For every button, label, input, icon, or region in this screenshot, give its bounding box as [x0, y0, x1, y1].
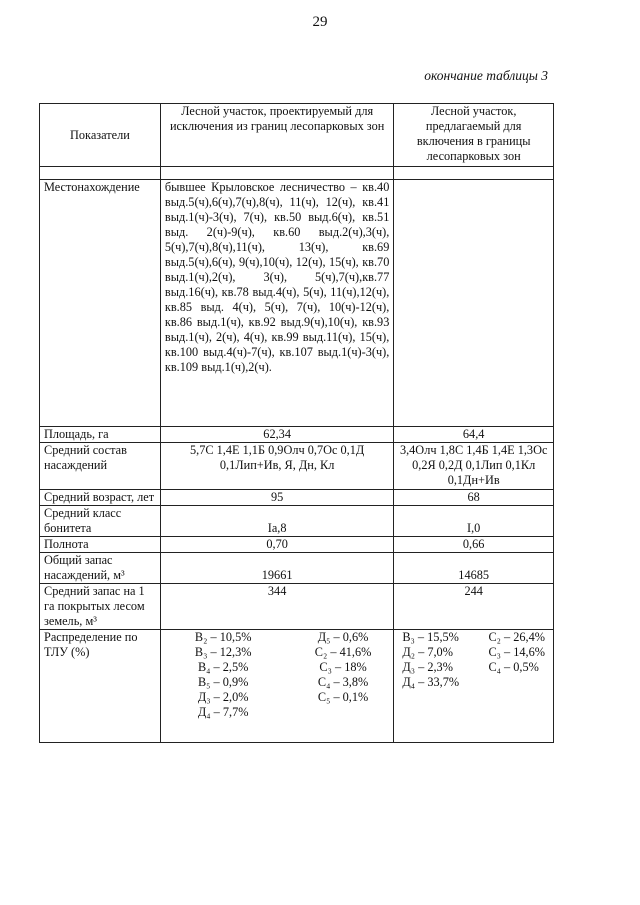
- list-item: С₂ – 26,4%: [488, 630, 545, 644]
- row-label: Местонахождение: [40, 180, 161, 427]
- age-excluded: 95: [160, 490, 393, 506]
- list-item: В₄ – 2,5%: [197, 660, 249, 674]
- tlu-included-col-b: [488, 630, 545, 690]
- list-item: С₂ – 41,6%: [314, 645, 372, 659]
- density-included: 0,66: [394, 537, 554, 553]
- list-item: В₅ – 0,9%: [197, 675, 249, 689]
- list-item: В₃ – 12,3%: [194, 645, 252, 659]
- list-item: Д₅ – 0,6%: [317, 630, 369, 644]
- tlu-included: [394, 630, 554, 743]
- list-item: Д₃ – 2,0%: [197, 690, 249, 704]
- tlu-included-col-a: [402, 630, 459, 690]
- data-table: [39, 103, 554, 743]
- list-item: С₅ – 0,1%: [317, 690, 369, 704]
- page-number: 29: [312, 14, 328, 30]
- header-indicators: Показатели: [40, 104, 161, 167]
- list-item: С₃ – 18%: [319, 660, 367, 674]
- table-row-tlu: [40, 630, 554, 743]
- list-item: В₃ – 15,5%: [402, 630, 459, 644]
- table-row-bonitet: [40, 506, 554, 537]
- table-row-composition: [40, 443, 554, 490]
- header-excluded-plot: Лесной участок, проектируемый для исключения из границ лесопарковых зон: [160, 104, 393, 167]
- spacer-row: [40, 167, 554, 180]
- row-label: Полнота: [40, 537, 161, 553]
- row-label: Площадь, га: [40, 427, 161, 443]
- composition-excluded: 5,7С 1,4Е 1,1Б 0,9Олч 0,7Ос 0,1Д 0,1Лип+Ив, Я, Дн, Кл: [160, 443, 393, 490]
- density-excluded: 0,70: [160, 537, 393, 553]
- list-item: С₄ – 0,5%: [488, 660, 539, 674]
- tlu-excluded-col-b: [315, 630, 386, 720]
- bonitet-excluded: Iа,8: [160, 506, 393, 537]
- header-included-plot: Лесной участок, предлагаемый для включения в границы лесопарковых зон: [394, 104, 554, 167]
- list-item: С₃ – 14,6%: [488, 645, 545, 659]
- list-item: В₂ – 10,5%: [194, 630, 252, 644]
- age-included: 68: [394, 490, 554, 506]
- location-excluded: бывшее Крыловское лесничество – кв.40 выд.5(ч),6(ч),7(ч),8(ч), 11(ч), 12(ч), кв.41 выд.1(ч)-3(ч), 7(ч), кв.50 выд.6(ч), кв.51 выд. 2(ч)-9(ч), кв.60 выд.2(ч),3(ч), 5(ч),7(ч),8(ч),11(ч), 13(ч), кв.69 выд.5(ч),6(ч), 9(ч),10(ч), 12(ч), 15(ч), кв.70 выд.1(ч),2(ч), 3(ч), 5(ч),7(ч),кв.77 выд.16(ч), кв.78 выд.4(ч), 5(ч), 11(ч),12(ч), кв.85 выд. 4(ч), 5(ч), 7(ч), 10(ч)-12(ч), кв.86 выд.1(ч), кв.92 выд.9(ч),10(ч), кв.93 выд.1(ч), 2(ч), 4(ч), кв.99 выд.11(ч), 15(ч), кв.100 выд.4(ч)-7(ч), кв.107 выд.1(ч)-3(ч), кв.109 выд.1(ч),2(ч).: [160, 180, 393, 427]
- area-included: 64,4: [394, 427, 554, 443]
- list-item: Д₄ – 33,7%: [402, 675, 460, 689]
- list-item: Д₄ – 7,7%: [197, 705, 249, 719]
- table-row-density: [40, 537, 554, 553]
- stock-per-ha-excluded: 344: [160, 584, 393, 630]
- row-label: Распределение по ТЛУ (%): [40, 630, 161, 743]
- row-label: Средний состав насаждений: [40, 443, 161, 490]
- row-label: Общий запас насаждений, м³: [40, 553, 161, 584]
- stock-included: 14685: [394, 553, 554, 584]
- list-item: Д₃ – 2,3%: [402, 660, 453, 674]
- composition-included: 3,4Олч 1,8С 1,4Б 1,4Е 1,3Ос 0,2Я 0,2Д 0,1Лип 0,1Кл 0,1Дн+Ив: [394, 443, 554, 490]
- tlu-excluded: [160, 630, 393, 743]
- row-label: Средний класс бонитета: [40, 506, 161, 537]
- stock-per-ha-included: 244: [394, 584, 554, 630]
- table-header-row: [40, 104, 554, 167]
- table-row-area: [40, 427, 554, 443]
- row-label: Средний запас на 1 га покрытых лесом земель, м³: [40, 584, 161, 630]
- table-caption: окончание таблицы 3: [424, 68, 548, 83]
- list-item: С₄ – 3,8%: [317, 675, 369, 689]
- list-item: Д₂ – 7,0%: [402, 645, 453, 659]
- table-row-location: [40, 180, 554, 427]
- table-row-age: [40, 490, 554, 506]
- stock-excluded: 19661: [160, 553, 393, 584]
- area-excluded: 62,34: [160, 427, 393, 443]
- table-row-stock: [40, 553, 554, 584]
- row-label: Средний возраст, лет: [40, 490, 161, 506]
- table-row-stock-per-ha: [40, 584, 554, 630]
- location-included: [394, 180, 554, 427]
- bonitet-included: I,0: [394, 506, 554, 537]
- tlu-excluded-col-a: [169, 630, 252, 720]
